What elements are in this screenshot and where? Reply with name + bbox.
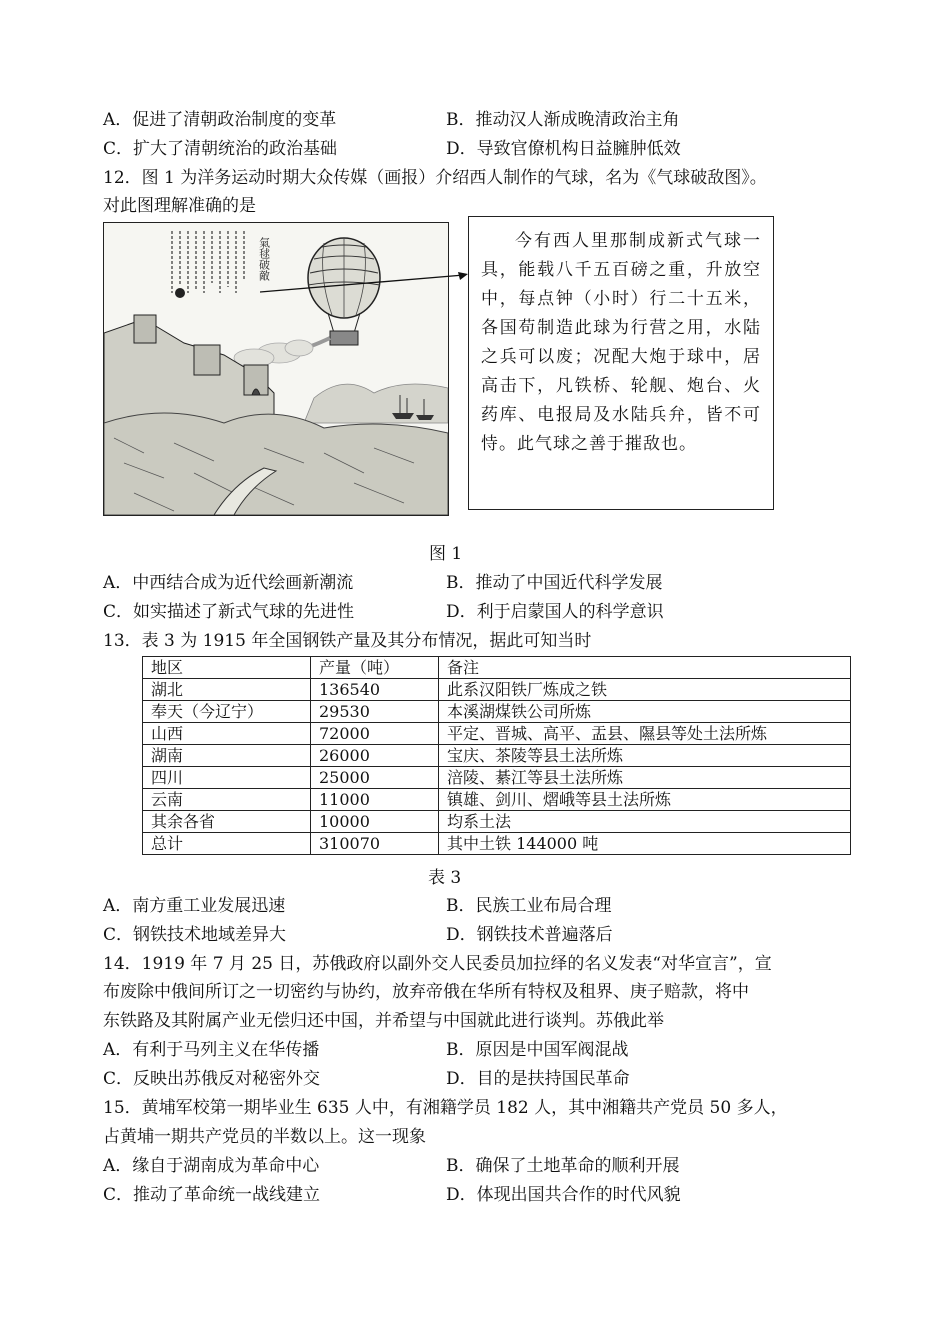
balloon-illustration: [103, 222, 449, 516]
region-cell: 其余各省: [143, 811, 311, 833]
q12-stem-line1: 12．图 1 为洋务运动时期大众传媒（画报）介绍西人制作的气球，名为《气球破敌图》。: [103, 168, 767, 188]
q15-stem-line2: 占黄埔一期共产党员的半数以上。这一现象: [103, 1127, 426, 1147]
balloon-description-box: [468, 216, 774, 510]
note-cell: 本溪湖煤铁公司所炼: [439, 701, 851, 723]
balloon-drawing: [104, 223, 448, 515]
note-cell: 此系汉阳铁厂炼成之铁: [439, 679, 851, 701]
q13-option-d: D．钢铁技术普遍落后: [446, 925, 613, 945]
image-title: 氣毬破敵: [257, 237, 271, 281]
q13-stem: 13．表 3 为 1915 年全国钢铁产量及其分布情况，据此可知当时: [103, 631, 592, 651]
table-row: [143, 723, 851, 745]
region-cell: 四川: [143, 767, 311, 789]
output-cell: 11000: [311, 789, 439, 811]
q14-option-c: C．反映出苏俄反对秘密外交: [103, 1069, 321, 1089]
balloon-description-text: 今有西人里那制成新式气球一具，能载八千五百磅之重，升放空中，每点钟（小时）行二十五米，各国苟制造此球为行营之用，水陆之兵可以废；况配大炮于球中，居高击下，凡铁桥、轮舰、炮台、火药库、电报局及水陆兵弁，皆不可恃。此气球之善于摧敌也。: [481, 231, 761, 454]
region-cell: 地区: [143, 657, 311, 679]
output-cell: 136540: [311, 679, 439, 701]
table-row: [143, 745, 851, 767]
table-row: [143, 789, 851, 811]
note-cell: 其中土铁 144000 吨: [439, 833, 851, 855]
note-cell: 备注: [439, 657, 851, 679]
output-cell: 产量（吨）: [311, 657, 439, 679]
region-cell: 奉天（今辽宁）: [143, 701, 311, 723]
output-cell: 26000: [311, 745, 439, 767]
q11-option-b: B．推动汉人渐成晚清政治主角: [446, 110, 680, 130]
output-cell: 310070: [311, 833, 439, 855]
output-cell: 29530: [311, 701, 439, 723]
table-row: [143, 833, 851, 855]
output-cell: 25000: [311, 767, 439, 789]
output-cell: 10000: [311, 811, 439, 833]
q15-option-c: C．推动了革命统一战线建立: [103, 1185, 321, 1205]
q12-option-b: B．推动了中国近代科学发展: [446, 573, 663, 593]
note-cell: 均系土法: [439, 811, 851, 833]
pointer-arrow: [260, 270, 472, 300]
note-cell: 宝庆、茶陵等县土法所炼: [439, 745, 851, 767]
q14-option-b: B．原因是中国军阀混战: [446, 1040, 629, 1060]
note-cell: 平定、晋城、高平、盂县、隰县等处土法所炼: [439, 723, 851, 745]
region-cell: 云南: [143, 789, 311, 811]
q12-stem-line2: 对此图理解准确的是: [103, 196, 256, 216]
q13-option-c: C．钢铁技术地域差异大: [103, 925, 287, 945]
note-cell: 涪陵、綦江等县土法所炼: [439, 767, 851, 789]
seal-stamp: [175, 288, 185, 298]
q14-stem-line3: 东铁路及其附属产业无偿归还中国，并希望与中国就此进行谈判。苏俄此举: [103, 1011, 664, 1031]
table-header-row: [143, 657, 851, 679]
q14-option-a: A．有利于马列主义在华传播: [103, 1040, 320, 1060]
region-cell: 总计: [143, 833, 311, 855]
q15-option-d: D．体现出国共合作的时代风貌: [446, 1185, 681, 1205]
table-row: [143, 767, 851, 789]
figure-caption: 图 1: [429, 544, 463, 564]
region-cell: 湖北: [143, 679, 311, 701]
table-row: [143, 701, 851, 723]
note-cell: 镇雄、剑川、熠峨等县土法所炼: [439, 789, 851, 811]
output-cell: 72000: [311, 723, 439, 745]
q13-option-a: A．南方重工业发展迅速: [103, 896, 286, 916]
q12-option-d: D．利于启蒙国人的科学意识: [446, 602, 664, 622]
steel-production-table: [142, 656, 851, 855]
q12-option-c: C．如实描述了新式气球的先进性: [103, 602, 355, 622]
q15-option-b: B．确保了土地革命的顺利开展: [446, 1156, 680, 1176]
q12-option-a: A．中西结合成为近代绘画新潮流: [103, 573, 354, 593]
q11-option-c: C．扩大了清朝统治的政治基础: [103, 139, 338, 159]
q11-option-d: D．导致官僚机构日益臃肿低效: [446, 139, 681, 159]
q15-option-a: A．缘自于湖南成为革命中心: [103, 1156, 320, 1176]
table-row: [143, 679, 851, 701]
q13-option-b: B．民族工业布局合理: [446, 896, 612, 916]
q14-option-d: D．目的是扶持国民革命: [446, 1069, 630, 1089]
q15-stem-line1: 15．黄埔军校第一期毕业生 635 人中，有湘籍学员 182 人，其中湘籍共产党员 50 多人，: [103, 1098, 788, 1118]
table-row: [143, 811, 851, 833]
q14-stem-line1: 14．1919 年 7 月 25 日，苏俄政府以副外交人民委员加拉绎的名义发表“对华宣言”，宣: [103, 954, 772, 974]
table-caption: 表 3: [428, 868, 462, 888]
region-cell: 山西: [143, 723, 311, 745]
q14-stem-line2: 布废除中俄间所订之一切密约与协约，放弃帝俄在华所有特权及租界、庚子赔款，将中: [103, 982, 749, 1002]
q11-option-a: A．促进了清朝政治制度的变革: [103, 110, 337, 130]
region-cell: 湖南: [143, 745, 311, 767]
